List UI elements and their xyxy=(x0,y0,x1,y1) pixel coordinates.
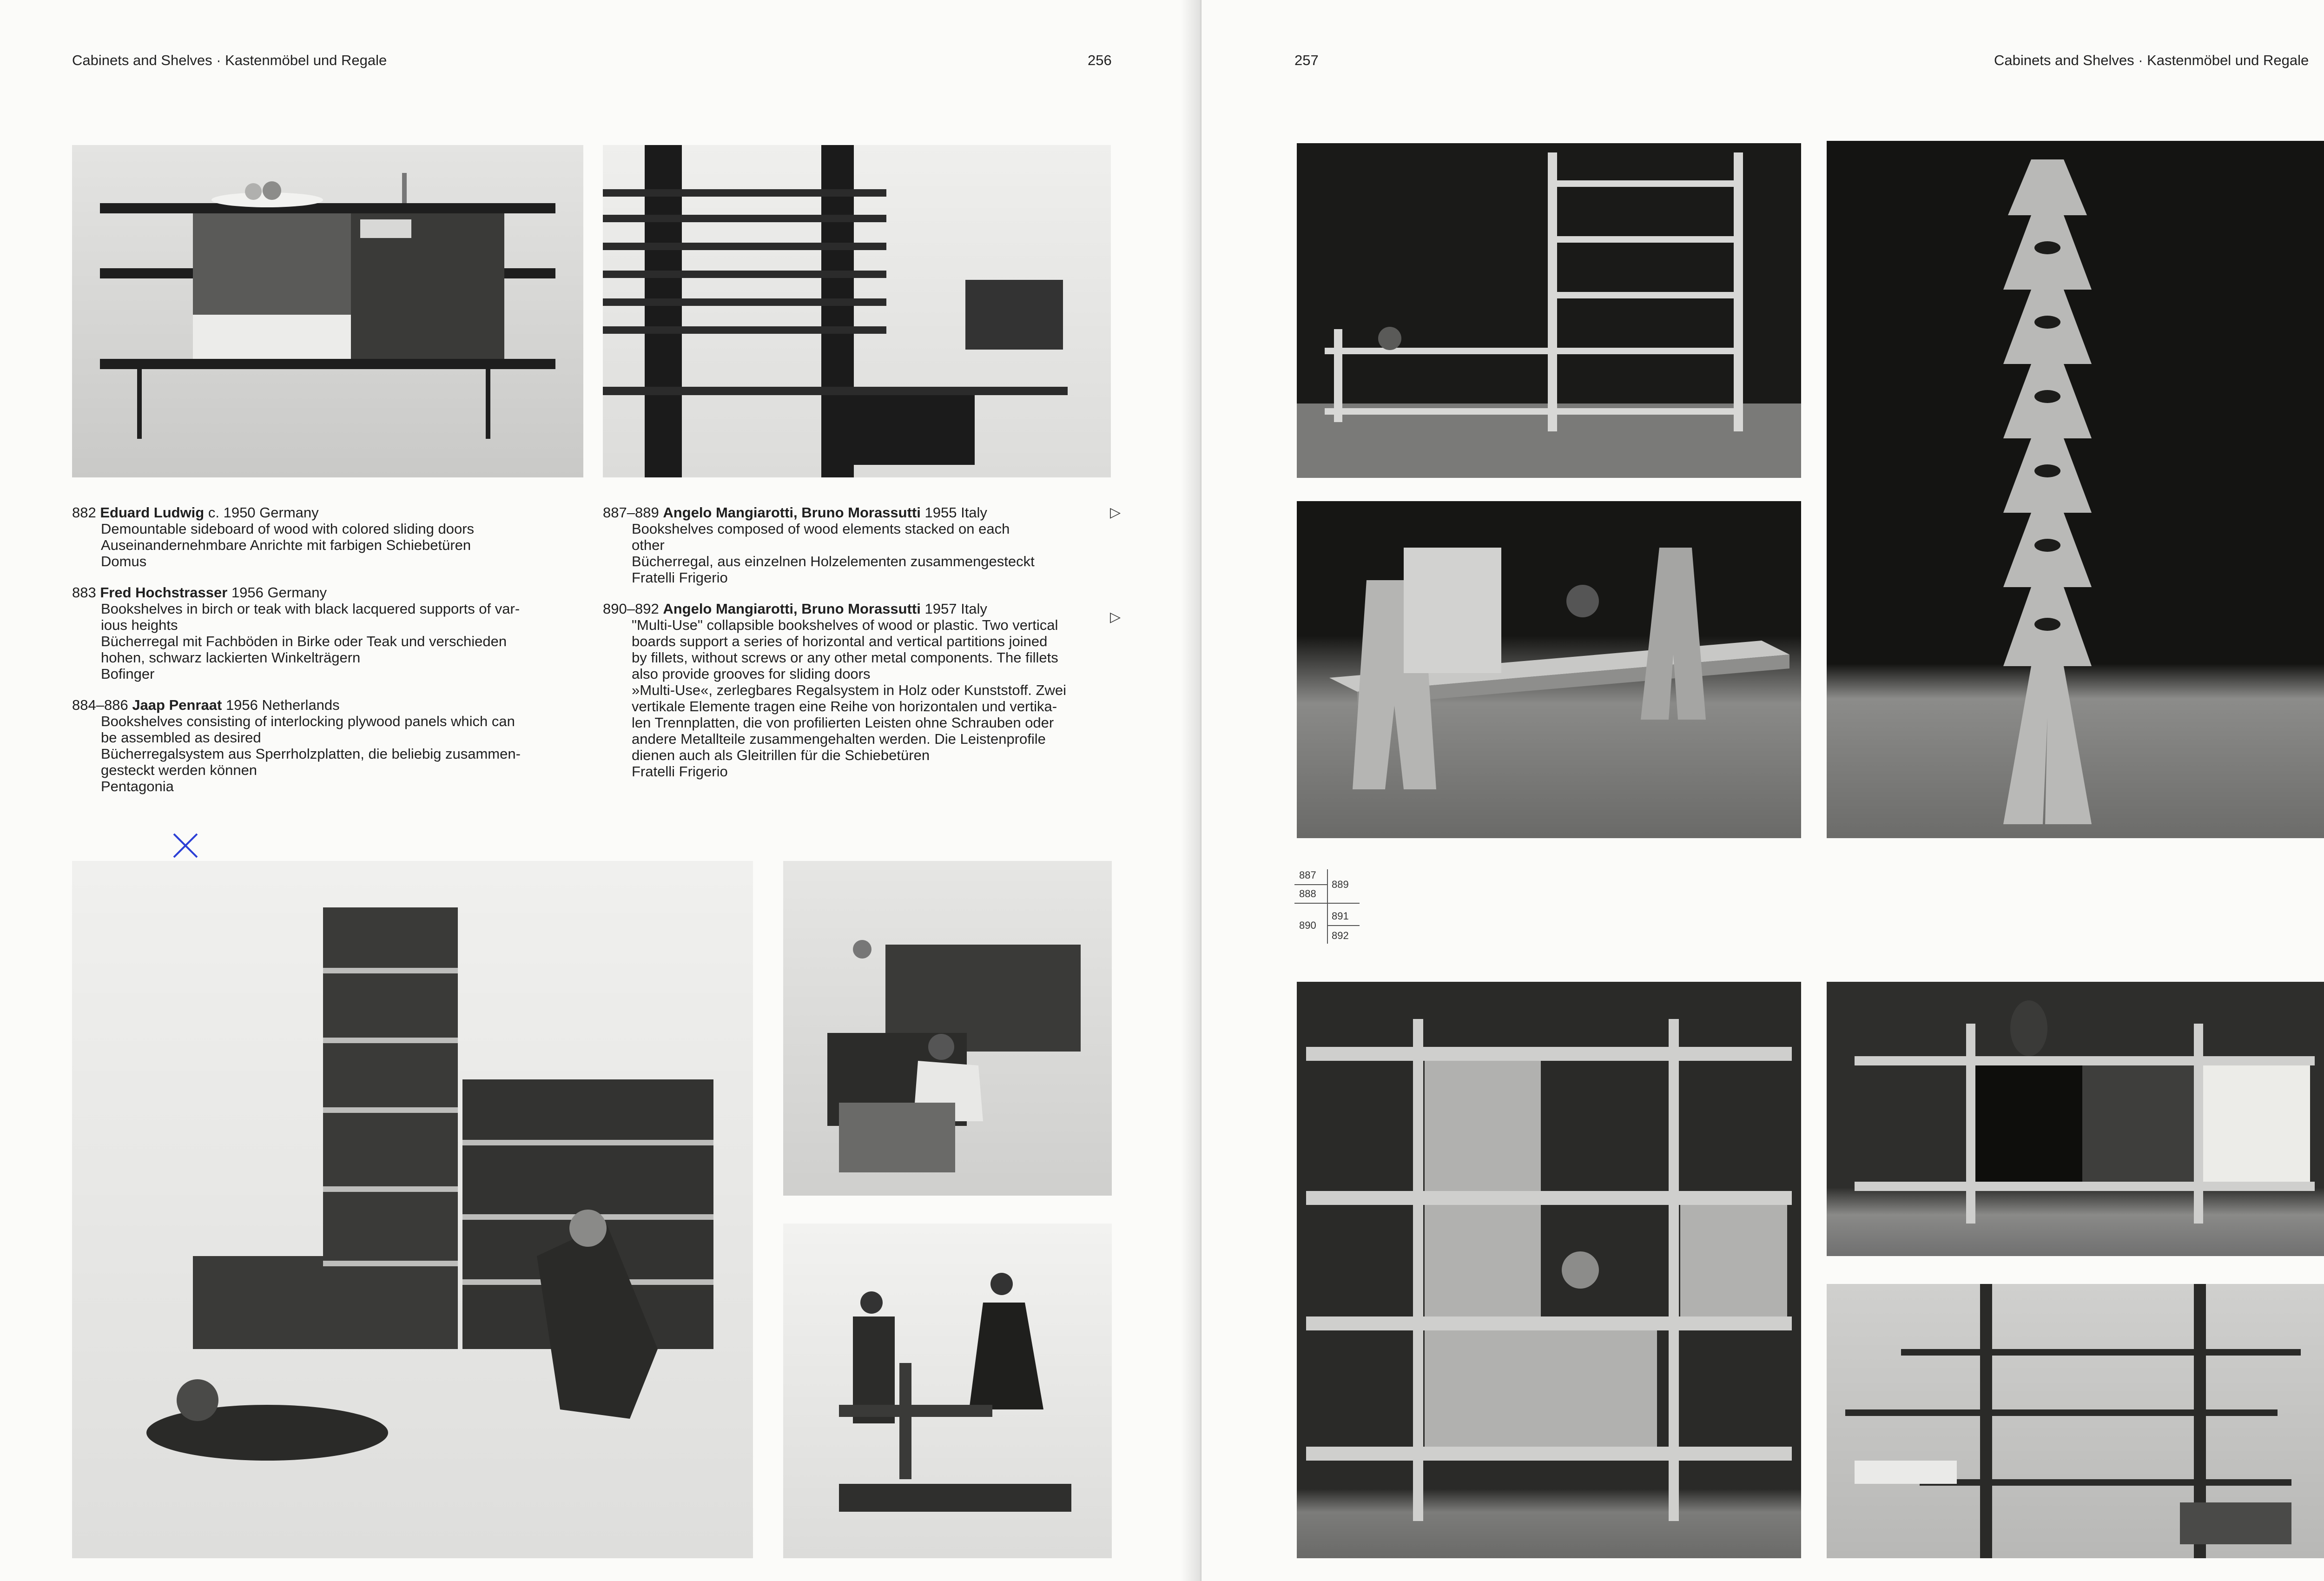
caption-column-right xyxy=(603,504,1123,794)
caption-line: ious heights xyxy=(101,617,178,633)
caption-890-892 xyxy=(603,601,1123,780)
caption-line: Domus xyxy=(101,553,147,569)
caption-line: gesteckt werden können xyxy=(101,762,257,778)
caption-meta: 1957 Italy xyxy=(924,601,987,617)
designer-name: Fred Hochstrasser xyxy=(100,584,228,601)
designer-name: Jaap Penraat xyxy=(132,697,222,713)
caption-884-886 xyxy=(72,697,583,794)
key-label: 887 xyxy=(1299,869,1316,881)
caption-line: andere Metallteile zusammengehalten werden. Die Leistenprofile xyxy=(632,731,1046,747)
photo-885-assembly xyxy=(783,861,1112,1196)
photo-887-stacked-shelves xyxy=(1297,143,1801,478)
caption-line: also provide grooves for sliding doors xyxy=(632,666,871,682)
designer-name: Angelo Mangiarotti, Bruno Morassutti xyxy=(663,504,921,521)
photo-884-bookshelves-with-people xyxy=(72,861,753,1558)
caption-line: dienen auch als Gleitrillen für die Schiebetüren xyxy=(632,747,930,763)
caption-line: Bookshelves composed of wood elements stacked on each xyxy=(632,521,1010,537)
caption-line: Demountable sideboard of wood with colored sliding doors xyxy=(101,521,475,537)
photo-883-bookshelves xyxy=(603,145,1111,477)
caption-line: Bücherregal, aus einzelnen Holzelementen zusammengesteckt xyxy=(632,553,1035,569)
caption-meta: 1956 Netherlands xyxy=(225,697,340,713)
page-number-right: 257 xyxy=(1294,52,1319,68)
designer-name: Eduard Ludwig xyxy=(100,504,205,521)
key-label: 892 xyxy=(1332,930,1349,941)
caption-line: »Multi-Use«, zerlegbares Regalsystem in Holz oder Kunststoff. Zwei xyxy=(632,682,1066,698)
figure-key xyxy=(1294,869,1360,944)
caption-column-left xyxy=(72,504,583,809)
caption-line: Fratelli Frigerio xyxy=(632,569,728,586)
caption-line: be assembled as desired xyxy=(101,729,261,746)
photo-891-sideboard-shelf xyxy=(1827,982,2324,1256)
caption-line: Bofinger xyxy=(101,666,155,682)
photo-888-bench-with-books xyxy=(1297,501,1801,838)
caption-number: 884–886 xyxy=(72,697,128,713)
caption-meta: 1955 Italy xyxy=(924,504,987,521)
caption-line: Auseinandernehmbare Anrichte mit farbigen Schiebetüren xyxy=(101,537,471,553)
photo-892-multi-use-shelf xyxy=(1827,1284,2324,1558)
key-label: 890 xyxy=(1299,919,1316,931)
key-label: 889 xyxy=(1332,879,1349,890)
caption-line: boards support a series of horizontal and vertical partitions joined xyxy=(632,633,1048,649)
page-number-left: 256 xyxy=(1088,52,1112,68)
designer-name: Angelo Mangiarotti, Bruno Morassutti xyxy=(663,601,921,617)
caption-line: Bücherregalsystem aus Sperrholzplatten, die beliebig zusammen- xyxy=(101,746,521,762)
caption-meta: 1956 Germany xyxy=(231,584,327,601)
caption-line: Fratelli Frigerio xyxy=(632,763,728,780)
caption-line: Pentagonia xyxy=(101,778,174,794)
triangle-right-icon: ▷ xyxy=(1110,609,1121,625)
caption-line: Bookshelves consisting of interlocking plywood panels which can xyxy=(101,713,515,729)
caption-number: 882 xyxy=(72,504,96,521)
photo-886-couple-assembling xyxy=(783,1224,1112,1558)
key-label: 891 xyxy=(1332,910,1349,922)
caption-line: vertikale Elemente tragen eine Reihe von horizontalen und vertika- xyxy=(632,698,1057,714)
caption-887-889 xyxy=(603,504,1123,586)
caption-line: by fillets, without screws or any other metal components. The fillets xyxy=(632,649,1058,666)
caption-882 xyxy=(72,504,583,569)
caption-line: hohen, schwarz lackierten Winkelträgern xyxy=(101,649,361,666)
photo-890-multi-use-cabinet xyxy=(1297,982,1801,1558)
photo-882-sideboard xyxy=(72,145,583,477)
x-mark-icon xyxy=(172,832,199,859)
running-head-right: Cabinets and Shelves · Kastenmöbel und Regale xyxy=(1994,52,2309,68)
caption-number: 890–892 xyxy=(603,601,659,617)
caption-number: 883 xyxy=(72,584,96,601)
caption-meta: c. 1950 Germany xyxy=(208,504,319,521)
caption-number: 887–889 xyxy=(603,504,659,521)
running-head-left: Cabinets and Shelves · Kastenmöbel und Regale xyxy=(72,52,387,68)
right-page xyxy=(1202,0,2324,1581)
triangle-right-icon: ▷ xyxy=(1110,505,1121,520)
caption-line: "Multi-Use" collapsible bookshelves of wood or plastic. Two vertical xyxy=(632,617,1058,633)
caption-883 xyxy=(72,584,583,682)
caption-line: len Trennplatten, die von profilierten Leisten ohne Schrauben oder xyxy=(632,714,1054,731)
caption-line: other xyxy=(632,537,665,553)
key-label: 888 xyxy=(1299,888,1316,900)
caption-line: Bookshelves in birch or teak with black lacquered supports of var- xyxy=(101,601,520,617)
photo-889-tower-shelf xyxy=(1827,141,2324,838)
caption-line: Bücherregal mit Fachböden in Birke oder Teak und verschieden xyxy=(101,633,507,649)
